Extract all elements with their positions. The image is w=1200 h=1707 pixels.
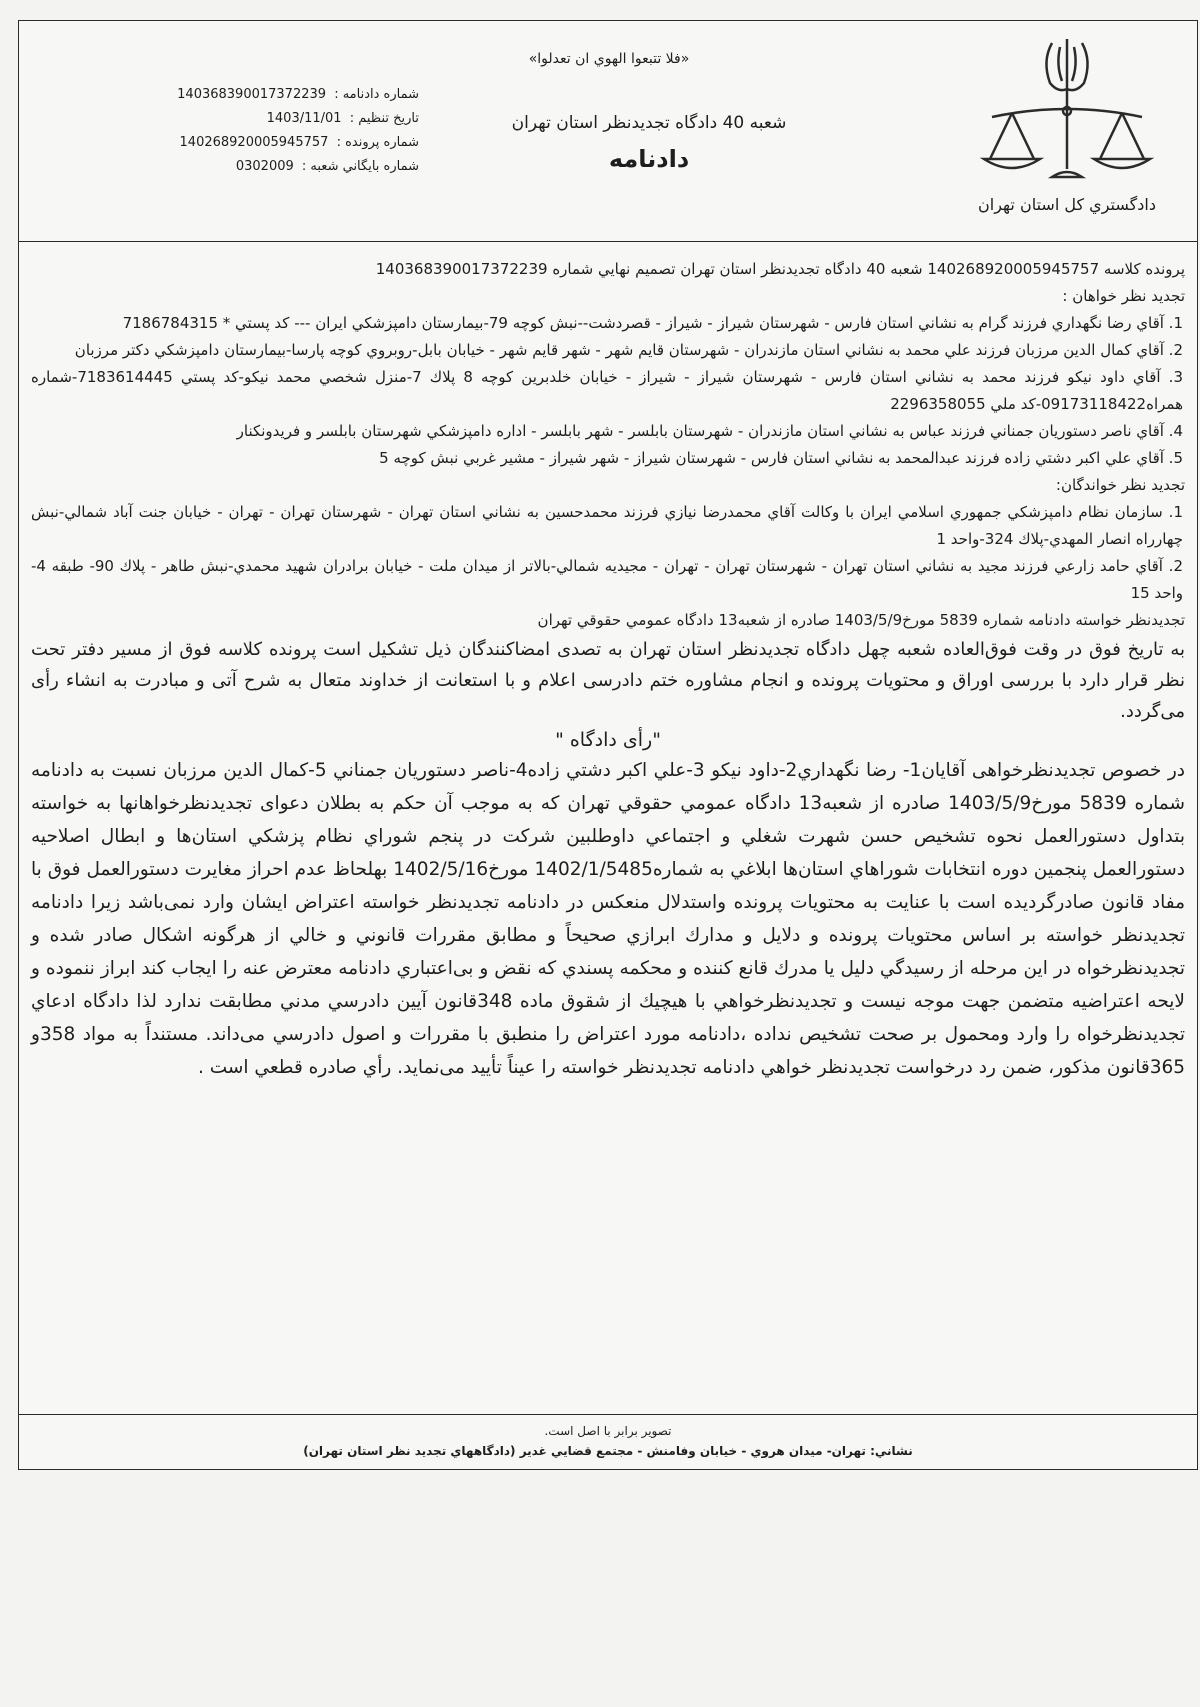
meta-row — [89, 83, 419, 107]
court-name: دادگستري كل استان تهران — [978, 195, 1156, 214]
scales-of-justice-icon — [972, 31, 1162, 191]
meta-label: شماره بايگاني شعبه : — [301, 159, 419, 174]
respondent-item: 2. آقاي حامد زارعي فرزند مجيد به نشاني استان تهران - شهرستان تهران - تهران - مجيديه شمالي-بالاتر از ميدان ملت - خيابان برادران شهيد محمدي-نبش طاهر - پلاك 90- طبقه 4- واحد 15 — [31, 557, 1183, 602]
header-quote: «فلا تتبعوا الهوي ان تعدلوا» — [528, 51, 690, 67]
document-header — [19, 21, 1197, 242]
appellant-item: 2. آقاي كمال الدين مرزبان فرزند علي محمد به نشاني استان مازندران - شهرستان قايم شهر - شهر قايم شهر - خيابان بابل-روبروي كوچه پارسا-بيمارستان دامپزشكي دكتر مرزبان — [74, 341, 1183, 359]
appealed-judgment-line: تجديدنظر خواسته دادنامه شماره 5839 مورخ1403/5/9 صادره از شعبه13 دادگاه عمومي حقوقي تهران — [537, 611, 1185, 629]
appellants-label: تجديد نظر خواهان : — [1062, 287, 1185, 305]
document-title: دادنامه — [608, 145, 690, 173]
appellant-item: 4. آقاي ناصر دستوريان جمناني فرزند عباس به نشاني استان مازندران - شهرستان بابلسر - شهر بابلسر - اداره دامپزشكي شهرستان بابلسر و فريدونكنار — [236, 422, 1183, 440]
meta-row — [89, 131, 419, 155]
session-intro: به تاریخ فوق در وقت فوق‌العاده شعبه چهل دادگاه تجدیدنظر استان تهران به تصدی امضاکنندگان ذیل تشکیل است پرونده کلاسه فوق از مسیر دفتر تحت نظر قرار دارد با بررسی اوراق و محتویات پرونده و انجام مشاوره ختم دادرسی اعلام و با استعانت از خداوند متعال به شرح آتی و مبادرت به انشاء رأی می‌گردد. — [31, 639, 1185, 722]
meta-label: شماره دادنامه : — [334, 87, 419, 102]
meta-value: 0302009 — [235, 159, 294, 174]
verdict-text: در خصوص تجدیدنظرخواهی آقایان1- رضا نگهداري2-داود نيكو 3-علي اكبر دشتي زاده4-ناصر دستوريان جمناني 5-كمال الدين مرزبان نسبت به دادنامه شماره 5839 مورخ1403/5/9 صادره از شعبه13 دادگاه عمومي حقوقي تهران كه به موجب آن حكم به بطلان دعوای تجديدنظرخواهانها به خواسته بتداول دستورالعمل نحوه تشخيص حسن شهرت شغلي و اجتماعي داوطلبين شركت در پنجم شوراي نظام پزشكي استان‌ها و ابطال اصلاحيه دستورالعمل پنجمين دوره انتخابات شوراهاي استان‌ها ابلاغي به شماره1402/1/5485 مورخ1402/5/16 بهلحاظ عدم احراز مغايرت دستورالعمل فوق با مفاد قانون صادرگرديده است با عنايت به محتويات پرونده واستدلال منعكس در دادنامه تجديدنظر خواسته اعتراض ايشان وارد نمی‌باشد زيرا دادنامه تجديدنظر خواسته بر اساس محتويات پرونده و دلايل و مدارك ابرازي صحيحاً و مطابق مقررات قانوني و خالي از هرگونه اشكال صادر شده و تجديدنظرخواه در اين مرحله از رسيدگي دليل يا مدرك قانع كننده و محكمه پسندي كه نقض و بی‌اعتباري دادنامه معترض عنه را ايجاب كند ابراز ننموده و لايحه اعتراضيه متضمن جهت موجه نيست و تجديدنظرخواهي با هيچيك از شقوق ماده 348قانون آيين دادرسي مدني مطابقت ندارد لذا دادگاه ادعاي تجديدنظرخواه را وارد ومحمول بر صحت تشخيص نداده ،دادنامه مورد اعتراض را منطبق با مقررات و اصول دادرسي می‌داند. مستنداً به مواد 358و 365قانون مذكور، ضمن رد درخواست تجديدنظر خواهي دادنامه تجديدنظر خواسته را عيناً تأييد می‌نمايد. رأي صادره قطعي است . — [31, 760, 1186, 1078]
judgment-page — [18, 20, 1198, 1470]
court-branch: شعبه 40 دادگاه تجديدنظر استان تهران — [511, 113, 787, 133]
meta-row — [89, 107, 419, 131]
document-metadata — [89, 83, 419, 179]
verdict-title: "رأی دادگاه " — [555, 729, 661, 751]
meta-value: 140268920005945757 — [179, 135, 329, 150]
meta-value: 140368390017372239 — [177, 87, 327, 102]
meta-value: 1403/11/01 — [266, 111, 342, 126]
respondents-label: تجديد نظر خواندگان: — [1055, 476, 1185, 494]
court-emblem — [957, 31, 1177, 231]
certified-copy-note: تصوير برابر با اصل است. — [544, 1424, 672, 1438]
appellant-item: 1. آقاي رضا نگهداري فرزند گرام به نشاني استان فارس - شهرستان شيراز - شيراز - قصردشت--نبش كوچه 79-بيمارستان دامپزشكي ايران --- كد پستي * 7186784315 — [122, 314, 1183, 332]
document-footer — [19, 1414, 1197, 1469]
document-body — [19, 242, 1197, 1084]
header-center — [439, 51, 859, 173]
meta-label: شماره پرونده : — [336, 135, 419, 150]
appellant-item: 5. آقاي علي اكبر دشتي زاده فرزند عبدالمحمد به نشاني استان فارس - شهرستان شيراز - شهر شيراز - مشير غربي نبش كوچه 5 — [379, 449, 1183, 467]
meta-row — [89, 155, 419, 179]
appellant-item: 3. آقاي داود نيكو فرزند محمد به نشاني استان فارس - شهرستان شيراز - شيراز - خيابان خلدبرين كوچه 8 پلاك 7-منزل شخصي محمد نيكو-كد پستي 7183614445-شماره همراه09173118422-كد ملي 2296358055 — [31, 368, 1183, 413]
respondent-item: 1. سازمان نظام دامپزشكي جمهوري اسلامي ايران با وكالت آقاي محمدرضا نيازي فرزند محمدحسين به نشاني استان تهران - شهرستان تهران - تهران - خيابان جنت آباد شمالي-نبش چهارراه انصار المهدي-پلاك 324-واحد 1 — [31, 503, 1183, 548]
case-line: پرونده كلاسه 140268920005945757 شعبه 40 دادگاه تجديدنظر استان تهران تصميم نهايي شماره 140368390017372239 — [375, 260, 1185, 278]
meta-label: تاريخ تنظيم : — [349, 111, 419, 126]
court-address: نشاني: تهران- ميدان هروي - خيابان وفامنش - مجتمع قضايي غدير (دادگاههاي تجديد نظر استان تهران) — [303, 1444, 913, 1458]
